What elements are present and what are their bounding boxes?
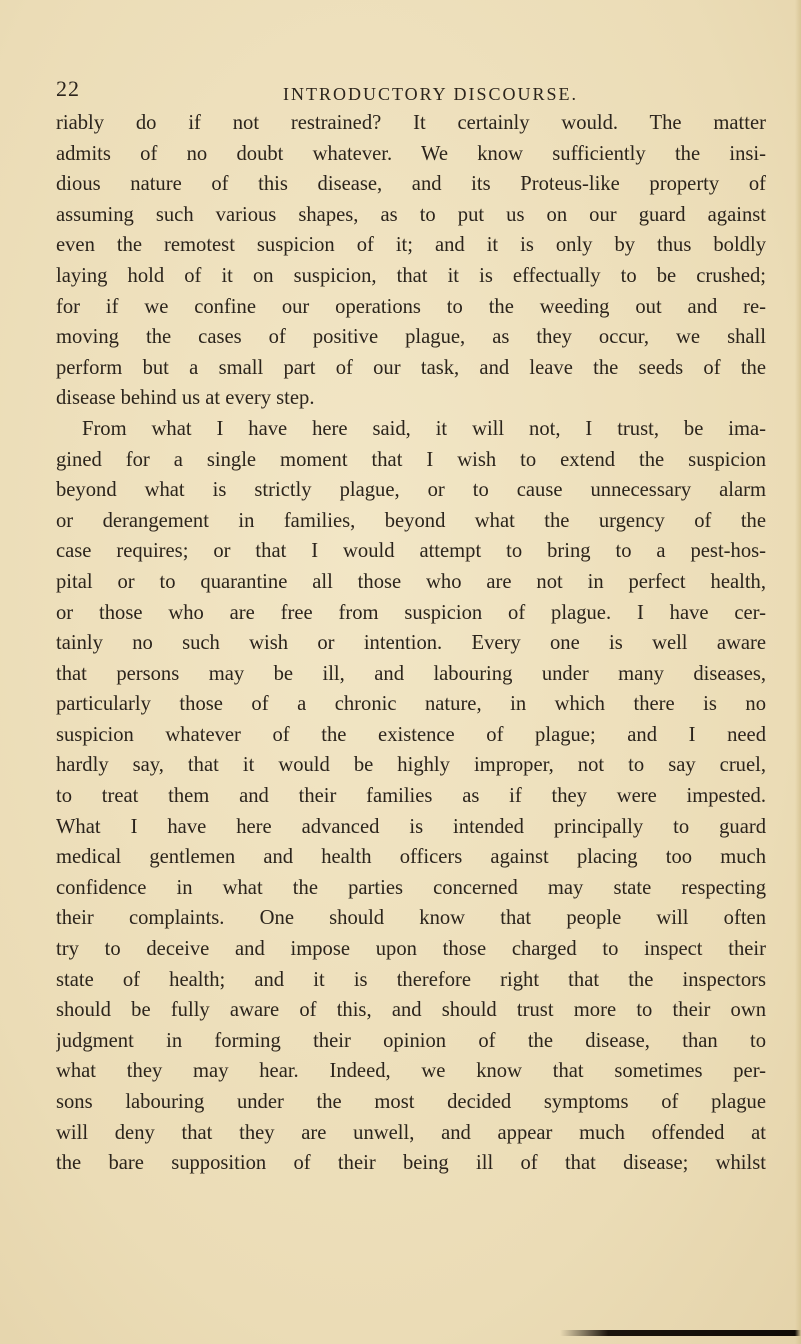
text-line: From what I have here said, it will not, I trust, be ima-	[82, 417, 766, 440]
text-line: their complaints. One should know that people will often	[56, 907, 766, 930]
text-line: tainly no such wish or intention. Every one is well aware	[56, 632, 766, 655]
text-line: or those who are free from suspicion of plague. I have cer-	[56, 601, 766, 624]
text-line: pital or to quarantine all those who are not in perfect health,	[56, 570, 766, 593]
text-line: what they may hear. Indeed, we know that sometimes per-	[56, 1060, 766, 1083]
text-line: for if we confine our operations to the weeding out and re-	[56, 295, 766, 318]
text-line: perform but a small part of our task, and leave the seeds of the	[56, 356, 766, 379]
text-line: assuming such various shapes, as to put us on our guard against	[56, 203, 766, 226]
bottom-binding-shadow	[560, 1330, 801, 1336]
text-line: case requires; or that I would attempt to bring to a pest-hos-	[56, 540, 766, 563]
running-head: INTRODUCTORY DISCOURSE.	[282, 84, 579, 104]
text-line: even the remotest suspicion of it; and it is only by thus boldly	[56, 234, 766, 257]
text-line: will deny that they are unwell, and appear much offended at	[56, 1121, 766, 1144]
text-line: gined for a single moment that I wish to extend the suspicion	[56, 448, 766, 471]
page-edge	[795, 0, 801, 1344]
body-text	[56, 108, 766, 1179]
text-line: particularly those of a chronic nature, in which there is no	[56, 693, 766, 716]
text-line: moving the cases of positive plague, as they occur, we shall	[56, 326, 766, 349]
text-line: riably do if not restrained? It certainly would. The matter	[56, 112, 766, 134]
text-line: judgment in forming their opinion of the disease, than to	[56, 1029, 766, 1052]
page-number: 22	[56, 76, 80, 101]
text-line: beyond what is strictly plague, or to cause unnecessary alarm	[56, 479, 766, 502]
text-line: dious nature of this disease, and its Proteus-like property of	[56, 173, 766, 196]
text-line: hardly say, that it would be highly improper, not to say cruel,	[56, 754, 766, 777]
text-line: What I have here advanced is intended principally to guard	[56, 815, 766, 838]
text-line: state of health; and it is therefore right that the inspectors	[56, 968, 766, 991]
text-line: to treat them and their families as if they were impested.	[56, 785, 766, 808]
text-line: admits of no doubt whatever. We know sufficiently the insi-	[56, 142, 766, 165]
text-line: that persons may be ill, and labouring under many diseases,	[56, 662, 766, 685]
text-line: disease behind us at every step.	[56, 387, 315, 410]
text-line: or derangement in families, beyond what the urgency of the	[56, 509, 766, 532]
text-line: sons labouring under the most decided symptoms of plague	[56, 1091, 766, 1113]
text-line: laying hold of it on suspicion, that it is effectually to be crushed;	[56, 264, 766, 287]
text-line: medical gentlemen and health officers against placing too much	[56, 846, 766, 869]
text-line: try to deceive and impose upon those charged to inspect their	[56, 938, 766, 961]
text-line: confidence in what the parties concerned may state respecting	[56, 876, 766, 899]
text-line: suspicion whatever of the existence of plague; and I need	[56, 723, 766, 746]
text-line: should be fully aware of this, and should trust more to their own	[56, 999, 766, 1022]
text-line: the bare supposition of their being ill of that disease; whilst	[56, 1152, 766, 1175]
